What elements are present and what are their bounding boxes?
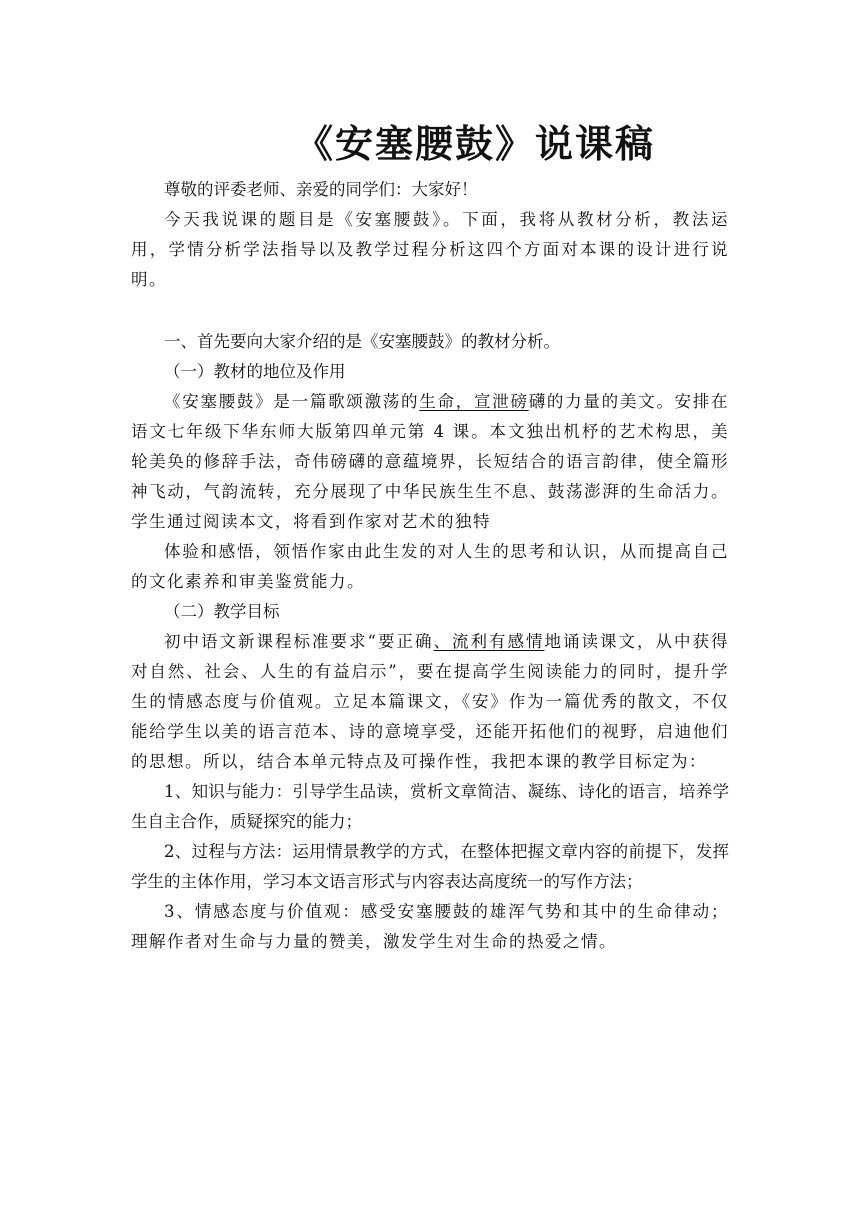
greeting: 尊敬的评委老师、亲爱的同学们：大家好！ [164,180,478,199]
section-1-heading: 一、首先要向大家介绍的是《安塞腰鼓》的教材分析。 [164,332,560,351]
subsection-2-paragraph [131,627,729,777]
text-run: 地诵读课文，从中获得对自然、社会、人生的有益启示”，要在提高学生阅读能力的同时，提升学生的情感态度与价值观。立足本篇课文，《安》作为一篇优秀的散文，不仅能给学生以美的语言范本、诗的意境享受，还能开拓他们的视野，启迪他们的思想。所以，结合本单元特点及可操作性，我把本课的教学目标定为： [131,632,730,771]
document-title: 《安塞腰鼓》说课稿 [294,121,655,166]
subsection-1-heading: （一）教材的地位及作用 [164,362,346,381]
subsection-2-heading: （二）教学目标 [164,602,280,621]
underlined-text: 生命，宣泄磅 [419,392,529,411]
intro-paragraph: 今天我说课的题目是《安塞腰鼓》。下面，我将从教材分析，教法运用，学情分析学法指导以及教学过程分析这四个方面对本课的设计进行说明。 [131,210,729,289]
text-run: 初中语文新课程标准要求“要正确 [164,632,434,651]
goal-3: 3、情感态度与价值观：感受安塞腰鼓的雄浑气势和其中的生命律动；理解作者对生命与力量的赞美，激发学生对生命的热爱之情。 [131,902,729,951]
goal-2: 2、过程与方法：运用情景教学的方式，在整体把握文章内容的前提下，发挥学生的主体作用，学习本文语言形式与内容表达高度统一的写作方法； [131,842,729,891]
text-run: 礴的力量的美文。安排在语文七年级下华东师大版第四单元第 4 课。本文独出机杼的艺术构思，美轮美奂的修辞手法，奇伟磅礴的意蕴境界，长短结合的语言韵律，使全篇形神飞动，气韵流转，充分展现了中华民族生生不息、鼓荡澎湃的生命活力。学生通过阅读本文，将看到作家对艺术的独特 [131,392,730,531]
text-run: 《安塞腰鼓》是一篇歌颂激荡的 [164,392,420,411]
goal-1: 1、知识与能力：引导学生品读，赏析文章简洁、凝练、诗化的语言，培养学生自主合作，质疑探究的能力； [131,782,729,831]
underlined-text: 、流利有感情 [433,632,545,651]
subsection-1-paragraph-1 [131,387,729,537]
document-body [131,175,729,957]
subsection-1-paragraph-2: 体验和感悟，领悟作家由此生发的对人生的思考和认识，从而提高自己的文化素养和审美鉴赏能力。 [131,542,729,591]
paragraph-gap [131,295,729,327]
